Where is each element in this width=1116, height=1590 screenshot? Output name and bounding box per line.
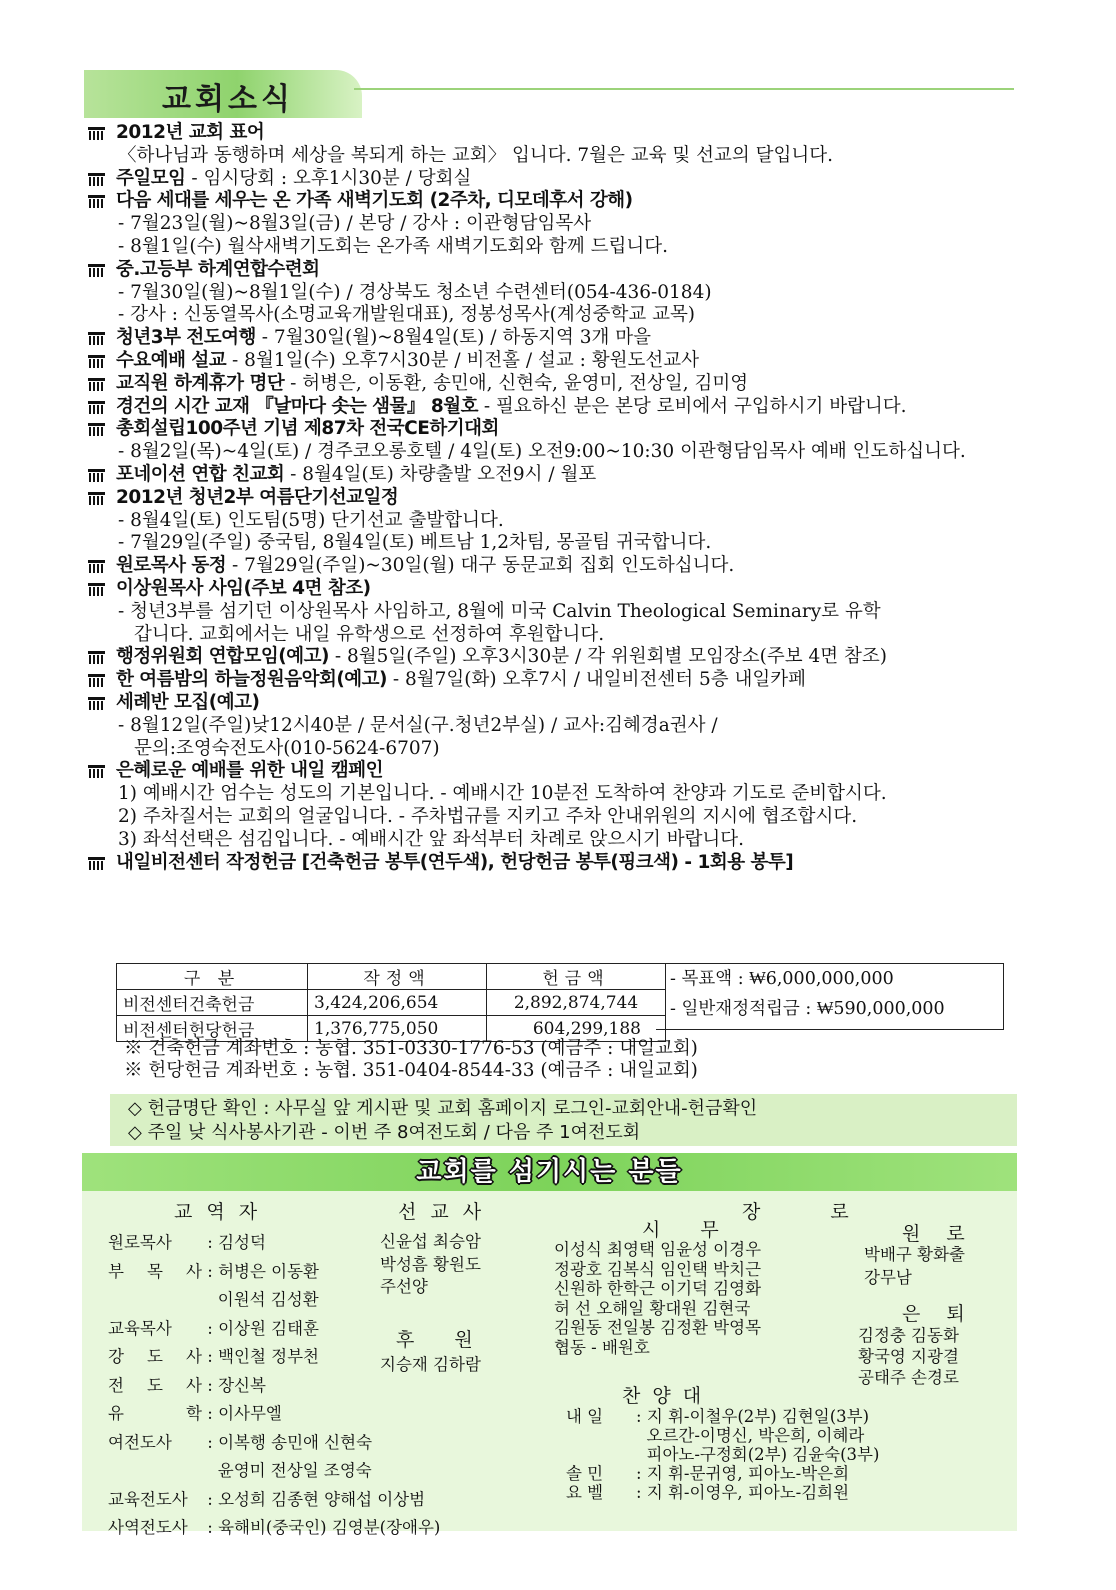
elder-names: 김정충 김동화 [858,1326,959,1345]
news-title: 다음 세대를 세우는 온 가족 새벽기도회 (2주차, 디모데후서 강해) [116,190,633,212]
news-detail: - 7월30일(월)~8월4일(토) / 하동지역 3개 마을 [255,327,652,349]
bullet-icon [88,674,105,687]
choir-header: 찬양대 [622,1385,714,1407]
news-line: - 8월12일(주일)낮12시40분 / 문서실(구.청년2부실) / 교사:김혜경a권사 / [118,714,718,736]
minister-names: 이상원 김태훈 [218,1318,319,1338]
bullet-icon [88,765,105,778]
minister-role: 강 도 사 [108,1347,202,1366]
bullet-icon [88,469,105,482]
news-detail: - 허병은, 이동환, 송민애, 신현숙, 윤영미, 전상일, 김미영 [284,372,749,394]
choir-line: 피아노-구정회(2부) 김윤숙(3부) [646,1445,880,1464]
elder-names: 박배구 황화출 [864,1245,965,1264]
fund-table [116,963,666,1042]
news-line: 〈하나님과 동행하며 세상을 복되게 하는 교회〉 입니다. 7월은 교육 및 선교의 달입니다. [118,144,833,166]
emeritus-elders-list [864,1243,965,1289]
choir-row: 내 일 : 지 휘-이철우(2부) 김현일(3부) [566,1407,870,1426]
fund-col-header: 작정액 [308,964,487,990]
minister-row: 여전도사 : 이복행 송민애 신현숙 [108,1429,440,1458]
minister-row: 강 도 사 : 백인철 정부천 [108,1343,440,1372]
elder-names: 강무남 [864,1268,912,1287]
news-title: 총회설립100주년 기념 제87차 전국CE하기대회 [116,418,499,440]
news-line: 갑니다. 교회에서는 내일 유학생으로 선정하여 후원합니다. [134,623,605,645]
minister-row: 전 도 사 : 장신복 [108,1372,440,1401]
minister-names: 이원석 김성환 [217,1290,319,1309]
choir-row [566,1426,879,1445]
minister-names: 이복행 송민애 신현숙 [218,1432,373,1452]
minister-role: 유 학 [108,1404,202,1423]
minister-row [108,1457,440,1486]
news-title: 경건의 시간 교재 『날마다 솟는 샘물』 8월호 [116,395,478,417]
news-item [88,168,1018,191]
emeritus-elders-header: 원로 [902,1223,991,1245]
news-title: 원로목사 동정 [116,555,227,577]
news-item [88,373,1018,396]
bullet-icon [88,857,105,870]
missionary-names: 신윤섭 최승암 [380,1232,481,1251]
fund-table-header [117,964,666,990]
choir-list [566,1407,879,1502]
choir-name: 내 일 [566,1407,604,1426]
supporters-header: 후원 [396,1329,513,1351]
news-title: 포네이션 연합 친교회 [116,463,285,485]
minister-names: 이사무엘 [218,1404,282,1423]
minister-role: 교육목사 [108,1318,172,1338]
ministers-header: 교역자 [174,1201,272,1223]
news-line: - 7월30일(월)~8월1일(수) / 경상북도 청소년 수련센터(054-436-0184) [118,281,712,303]
elder-names: 황국영 지광결 [858,1347,959,1366]
fund-cell: 604,299,188 [487,1016,666,1042]
retired-elders-list [858,1325,959,1388]
fund-cell: 1,376,775,050 [308,1016,487,1042]
news-title: 세례반 모집(예고) [116,691,260,713]
fund-col-header: 구 분 [117,964,308,990]
news-line: 3) 좌석선택은 섬김입니다. - 예배시간 앞 좌석부터 차례로 앉으시기 바랍니다. [118,828,745,850]
bullet-icon [88,264,105,277]
minister-role: 사역전도사 [108,1518,188,1537]
notice-line: ◇ 주일 낮 식사봉사기관 - 이번 주 8여전도회 / 다음 주 1여전도회 [128,1122,641,1143]
choir-line: 지 휘-이철우(2부) 김현일(3부) [646,1407,870,1426]
bullet-icon [88,651,105,664]
news-item [88,669,1018,692]
choir-name: 요 벨 [566,1483,604,1502]
news-line: 2) 주차질서는 교회의 얼굴입니다. - 주차법규를 지키고 주차 안내위원의 지시에 협조합시다. [118,805,858,827]
elders-header: 장로 [742,1201,919,1223]
elder-names: 이성식 최영택 임윤성 이경우 [554,1240,762,1259]
news-title: 중.고등부 하계연합수련회 [116,258,320,280]
news-item [88,350,1018,373]
news-item [88,122,1018,168]
section-header [84,70,1019,120]
minister-role: 전 도 사 [108,1375,202,1395]
news-line: - 청년3부를 섬기던 이상원목사 사임하고, 8월에 미국 Calvin Theological Seminary로 유학 [118,600,881,622]
missionary-names: 박성흠 황원도 [380,1254,481,1274]
minister-role: 원로목사 [108,1233,172,1252]
minister-names: 백인철 정부천 [218,1347,319,1366]
news-line: 1) 예배시간 엄수는 성도의 기본입니다. - 예배시간 10분전 도착하여 찬양과 기도로 준비합시다. [118,783,887,805]
news-title: 청년3부 전도여행 [116,327,256,349]
news-title: 교직원 하계휴가 명단 [116,372,285,394]
news-detail: - 임시당회 : 오후1시30분 / 당회실 [185,167,472,189]
minister-role: 여전도사 [108,1432,172,1452]
news-item [88,396,1018,419]
minister-role: 교육전도사 [108,1489,188,1509]
choir-line: 오르간-이명신, 박은희, 이혜라 [646,1426,865,1445]
bullet-icon [88,423,105,436]
fund-col-header: 헌금액 [487,964,666,990]
missionaries-list [380,1231,481,1299]
minister-names: 김성덕 [218,1233,266,1252]
fund-cell: 비전센터헌당헌금 [117,1016,308,1042]
minister-row: 유 학 : 이사무엘 [108,1400,440,1429]
elder-names: 정광호 김복식 임인택 박치근 [554,1259,762,1279]
news-item [88,555,1018,578]
staff-section [82,1191,1017,1537]
bullet-icon [88,355,105,368]
choir-name: 솔 민 [566,1464,604,1483]
news-title: 이상원목사 사임(주보 4면 참조) [116,577,371,599]
news-item [88,327,1018,350]
active-elders-header: 시무 [642,1219,759,1241]
retired-elders-header: 은퇴 [902,1303,991,1325]
minister-row: 부 목 사 : 허병은 이동환 [108,1258,440,1287]
minister-names: 오성희 김종현 양해섭 이상범 [218,1489,426,1509]
section-title: 교회소식 [162,82,294,117]
news-title: 은혜로운 예배를 위한 내일 캠페인 [116,760,383,782]
notice-line: ◇ 헌금명단 확인 : 사무실 앞 게시판 및 교회 홈페이지 로그인-교회안내-헌금확인 [128,1098,758,1119]
account-line: ※ 헌당헌금 계좌번호 : 농협. 351-0404-8544-33 (예금주 : 내일교회) [124,1060,698,1081]
news-item [88,259,1018,327]
news-detail: - 7월29일(주일)~30일(월) 대구 동문교회 집회 인도하십니다. [226,555,735,577]
news-line: - 강사 : 신동열목사(소명교육개발원대표), 정봉성목사(계성중학교 교목) [118,304,696,326]
elder-names: 협동 - 배원호 [554,1337,650,1357]
elder-names: 허 선 오해일 황대원 김현국 [554,1298,751,1318]
minister-names: 허병은 이동환 [218,1261,319,1281]
choir-line: 지 휘-문귀영, 피아노-박은희 [646,1464,850,1483]
news-line: 문의:조영숙전도사(010-5624-6707) [134,737,440,759]
minister-row: 교육전도사 : 오성희 김종현 양해섭 이상범 [108,1486,440,1515]
bullet-icon [88,401,105,414]
choir-row [566,1445,879,1464]
fund-cell: 비전센터건축헌금 [117,990,308,1016]
fund-savings: - 일반재정적립금 : ₩590,000,000 [670,999,945,1019]
news-title: 내일비전센터 작정헌금 [건축헌금 봉투(연두색), 헌당헌금 봉투(핑크색) - 1회용 봉투] [116,851,794,873]
news-detail: - 8월5일(주일) 오후3시30분 / 각 위원회별 모임장소(주보 4면 참조) [328,646,888,668]
fund-row [117,990,666,1016]
fund-goal: - 목표액 : ₩6,000,000,000 [670,969,894,989]
news-title: 한 여름밤의 하늘정원음악회(예고) [116,669,387,691]
bullet-icon [88,173,105,186]
minister-names: 윤영미 전상일 조영숙 [217,1461,372,1480]
account-line: ※ 건축헌금 계좌번호 : 농협. 351-0330-1776-53 (예금주 : 내일교회) [124,1038,698,1059]
bullet-icon [88,492,105,505]
news-item [88,852,1018,875]
active-elders-list [554,1240,761,1357]
news-detail: - 8월1일(수) 오후7시30분 / 비전홀 / 설교 : 황원도선교사 [226,349,700,371]
bullet-icon [88,195,105,208]
elder-names: 김원동 전일봉 김정환 박영목 [554,1318,762,1337]
news-item [88,418,1018,464]
minister-role: 부 목 사 [108,1261,202,1281]
fund-summary [656,963,1004,1030]
news-item [88,692,1018,760]
bullet-icon [88,583,105,596]
supporter-names: 지승재 김하람 [380,1355,481,1374]
choir-row: 요 벨 : 지 휘-이영우, 피아노-김희원 [566,1483,850,1502]
minister-row: 원로목사 : 김성덕 [108,1229,440,1258]
missionaries-header: 선교사 [398,1201,496,1223]
header-divider [354,88,1014,90]
choir-line: 지 휘-이영우, 피아노-김희원 [646,1483,850,1502]
minister-names: 육해비(중국인) 김영분(장애우) [218,1518,441,1537]
news-detail: - 8월4일(토) 차량출발 오전9시 / 월포 [284,463,597,485]
news-list [88,122,1018,874]
minister-row: 교육목사 : 이상원 김태훈 [108,1315,440,1344]
news-item [88,760,1018,851]
staff-banner-title: 교회를 섬기시는 분들 [416,1157,683,1187]
news-detail: - 필요하신 분은 본당 로비에서 구입하시기 바랍니다. [477,395,907,417]
minister-names: 장신복 [218,1375,266,1395]
news-title: 행정위원회 연합모임(예고) [116,646,329,668]
news-item [88,578,1018,646]
elder-names: 신원하 한학근 이기덕 김영화 [554,1279,762,1298]
elder-names: 공태주 손경로 [858,1368,959,1387]
news-item [88,646,1018,669]
news-item [88,487,1018,555]
news-line: - 8월1일(수) 월삭새벽기도회는 온가족 새벽기도회와 함께 드립니다. [118,235,669,257]
news-title: 주일모임 [116,167,186,189]
minister-row: 사역전도사 : 육해비(중국인) 김영분(장애우) [108,1514,440,1543]
news-detail: - 8월7일(화) 오후7시 / 내일비전센터 5층 내일카페 [387,669,806,691]
staff-banner [82,1153,1017,1191]
news-title: 수요예배 설교 [116,349,227,371]
bullet-icon [88,697,105,710]
news-line: - 7월29일(주일) 중국팀, 8월4일(토) 베트남 1,2차팀, 몽골팀 귀국합니다. [118,532,712,554]
news-line: - 8월2일(목)~4일(토) / 경주코오롱호텔 / 4일(토) 오전9:00~10:30 이관형담임목사 예배 인도하십니다. [118,441,966,463]
choir-row: 솔 민 : 지 휘-문귀영, 피아노-박은희 [566,1464,850,1483]
bullet-icon [88,332,105,345]
news-line: - 7월23일(월)~8월3일(금) / 본당 / 강사 : 이관형담임목사 [118,213,592,235]
news-line: - 8월4일(토) 인도팀(5명) 단기선교 출발합니다. [118,509,504,531]
bullet-icon [88,378,105,391]
fund-cell: 2,892,874,744 [487,990,666,1016]
news-item [88,190,1018,258]
news-item [88,464,1018,487]
bullet-icon [88,560,105,573]
account-info [124,1038,698,1082]
news-title: 2012년 청년2부 여름단기선교일정 [116,486,399,508]
news-title: 2012년 교회 표어 [116,122,265,143]
fund-cell: 3,424,206,654 [308,990,487,1016]
notice-box [110,1094,1017,1146]
bullet-icon [88,127,105,140]
missionary-names: 주선양 [380,1277,428,1296]
